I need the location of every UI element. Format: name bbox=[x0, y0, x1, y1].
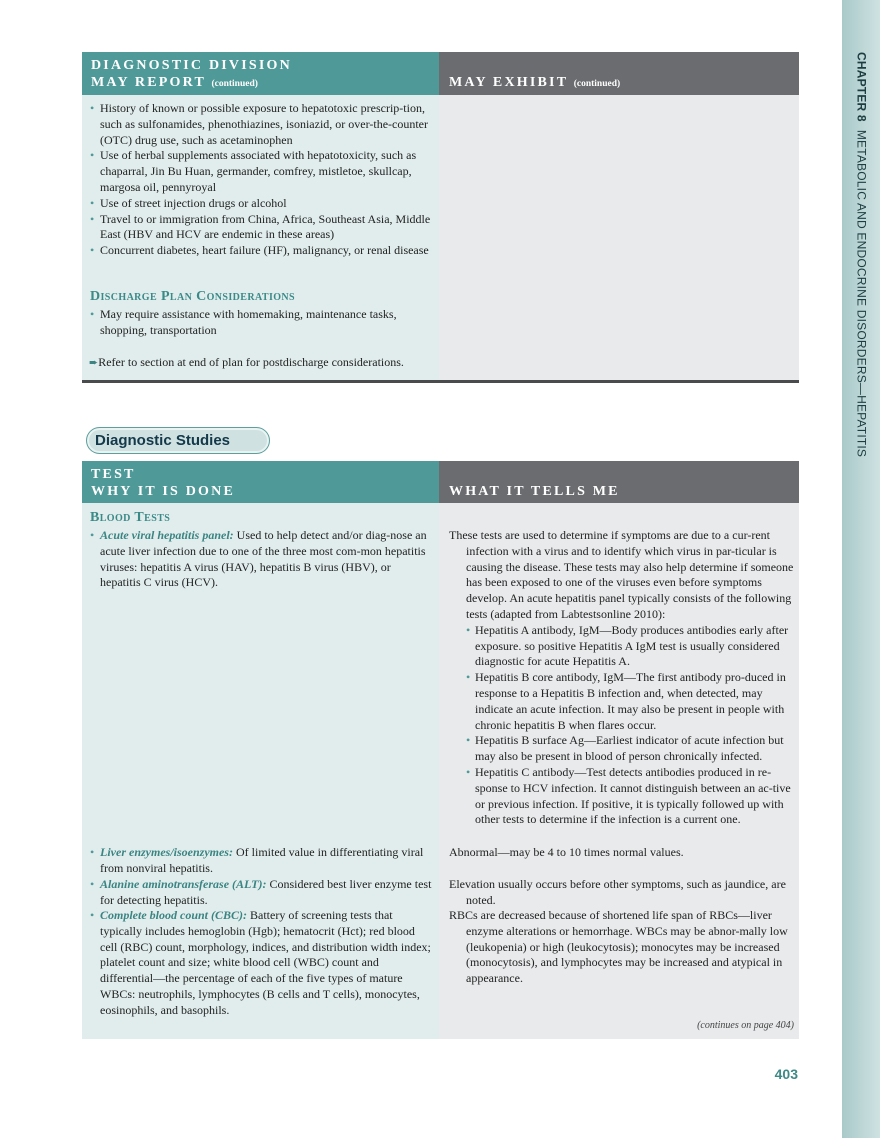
panel-result bbox=[449, 528, 794, 828]
test-header bbox=[82, 461, 439, 503]
top-section-rule bbox=[82, 380, 799, 383]
list-item: • Liver enzymes/isoenzymes: Of limited value in differentiating viral from nonviral hepatitis. bbox=[90, 845, 424, 875]
may-report-header bbox=[82, 52, 439, 95]
chapter-title: METABOLIC AND ENDOCRINE DISORDERS—HEPATITIS bbox=[854, 129, 869, 458]
discharge-list bbox=[90, 307, 433, 339]
list-item: • May require assistance with homemaking, maintenance tasks, shopping, transportation bbox=[90, 307, 397, 337]
test-label: TEST bbox=[91, 467, 136, 482]
why-it-is-done-label: WHY IT IS DONE bbox=[91, 484, 235, 499]
test-name: Alanine aminotransferase (ALT): bbox=[100, 877, 267, 891]
arrow-icon: ➨ bbox=[89, 357, 99, 369]
may-report-label: MAY REPORT bbox=[91, 75, 206, 90]
chapter-side-label bbox=[854, 52, 869, 457]
history-list bbox=[90, 101, 433, 259]
list-item: • Hepatitis B surface Ag—Earliest indicator of acute infection but may also be present in blood of person chronically infected. bbox=[466, 733, 784, 764]
what-it-tells-me-label: WHAT IT TELLS ME bbox=[449, 484, 620, 499]
alt-result: Elevation usually occurs before other symptoms, such as jaundice, are noted. bbox=[449, 877, 786, 907]
continued-label-right: (continued) bbox=[573, 79, 621, 89]
list-item: • Hepatitis C antibody—Test detects antibodies produced in re-sponse to HCV infection. It cannot distinguish between an ac-tive or previous infection. If positive, it is typically followed up with other tests to determine if the infection is a current one. bbox=[466, 764, 791, 827]
list-item: • Travel to or immigration from China, Africa, Southeast Asia, Middle East (HBV and HCV are endemic in these areas) bbox=[90, 211, 431, 242]
discharge-heading: Discharge Plan Considerations bbox=[90, 289, 295, 304]
test-name: Complete blood count (CBC): bbox=[100, 908, 247, 922]
page-number: 403 bbox=[774, 1066, 798, 1082]
diagnostic-studies-label: Diagnostic Studies bbox=[86, 427, 270, 454]
continued-label: (continued) bbox=[211, 79, 258, 89]
may-exhibit-header bbox=[439, 52, 799, 95]
top-right-column bbox=[439, 95, 799, 381]
panel-items bbox=[466, 623, 794, 828]
panel-intro: These tests are used to determine if symptoms are due to a cur-rent infection with a virus and to identify which virus in par-ticular is causing the disease. These tests may also help determine if someone has been exposed to one of the viruses even before symptoms develop. An acute hepatitis panel typically consists of the following tests (adapted from Labtestsonline 2010): bbox=[449, 528, 794, 621]
cbc-result: RBCs are decreased because of shortened life span of RBCs—liver enzyme alterations or hemorrhage. WBCs may be abnor-mally low (leukopenia) or high (leukocytosis); monocytes may be increased (monocytosis), and lymphocytes may be increased and atypical in appearance. bbox=[449, 908, 788, 986]
test-acute-panel bbox=[90, 528, 433, 591]
list-item: • Complete blood count (CBC): Battery of screening tests that typically includes hemoglobin (Hgb); hematocrit (Hct); red blood cell (RBC) count, morphology, indices, and distribution width index; platelet count and size; white blood cell (WBC) count and differential—the percentage of each of the five types of mature WBCs: neutrophils, lymphocytes (B cells and T cells), monocytes, eosinophils, and basophils. bbox=[90, 908, 431, 1017]
list-item: • Concurrent diabetes, heart failure (HF), malignancy, or renal disease bbox=[90, 243, 429, 258]
list-item: • Hepatitis B core antibody, IgM—The first antibody pro-duced in response to a Hepatitis B infection and, when detected, may indicate an acute infection. It may also be present in people with chronic hepatitis B when flares occur. bbox=[466, 670, 786, 732]
test-alt bbox=[90, 877, 433, 909]
list-item: • History of known or possible exposure to hepatotoxic prescrip-tion, such as sulfonamides, phenothiazines, isoniazid, or over-the-counter (OTC) drug use, such as acetaminophen bbox=[90, 101, 428, 147]
test-cbc bbox=[90, 908, 433, 1019]
liver-enzymes-result: Abnormal—may be 4 to 10 times normal values. bbox=[449, 845, 684, 859]
chapter-number: CHAPTER 8 bbox=[854, 52, 869, 122]
test-name: Acute viral hepatitis panel: bbox=[100, 528, 234, 542]
list-item: • Acute viral hepatitis panel: Used to help detect and/or diag-nose an acute liver infection due to one of the three most com-mon hepatitis viruses: hepatitis A virus (HAV), hepatitis B virus (HBV), or hepatitis C virus (HCV). bbox=[90, 528, 427, 590]
test-name: Liver enzymes/isoenzymes: bbox=[100, 845, 233, 859]
continues-note: (continues on page 404) bbox=[697, 1020, 794, 1031]
refer-note: ➨Refer to section at end of plan for postdischarge considerations. bbox=[89, 355, 404, 369]
blood-tests-heading: Blood Tests bbox=[90, 510, 171, 525]
may-exhibit-label: MAY EXHIBIT bbox=[449, 75, 568, 90]
list-item: • Use of street injection drugs or alcohol bbox=[90, 195, 287, 210]
list-item: • Alanine aminotransferase (ALT): Considered best liver enzyme test for detecting hepatitis. bbox=[90, 877, 432, 907]
test-liver-enzymes bbox=[90, 845, 433, 877]
diagnostic-division-label: DIAGNOSTIC DIVISION bbox=[91, 58, 292, 73]
what-it-tells-me-header bbox=[439, 461, 799, 503]
list-item: • Hepatitis A antibody, IgM—Body produces antibodies early after exposure. so positive Hepatitis A IgM test is usually considered diagnostic for acute Hepatitis A. bbox=[466, 622, 789, 669]
list-item: • Use of herbal supplements associated with hepatotoxicity, such as chaparral, Jin Bu Huan, germander, comfrey, mistletoe, skullcap, margosa oil, pennyroyal bbox=[90, 148, 417, 194]
